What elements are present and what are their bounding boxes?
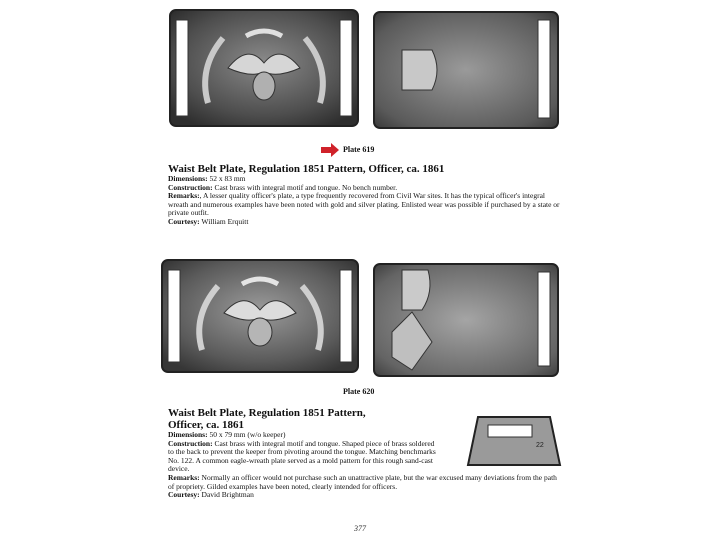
plate-620-back-photo <box>372 262 560 378</box>
plate-620-keeper-photo <box>466 413 562 473</box>
dimensions-label: Dimensions: <box>168 430 208 439</box>
plate-619-front-photo <box>168 8 360 128</box>
dimensions-value: 50 x 79 mm (w/o keeper) <box>209 430 286 439</box>
plate-620-construction <box>168 440 436 474</box>
keeper-mark: 22 <box>536 442 544 449</box>
courtesy-value: William Erquitt <box>201 216 249 226</box>
remarks-value: , A lesser quality officer's plate, a type frequently recovered from Civil War sites. It has the typical officer's integral wreath and numerous examples have been noted with gold and silver plating. Enlisted wear was possible if purchased by a state or private outfit. <box>168 191 560 218</box>
plate-619-description <box>168 163 564 227</box>
remarks-label: Remarks: <box>168 191 200 201</box>
remarks-value: Normally an officer would not purchase such an unattractive plate, but the war excused many deviations from the path of propriety. Gilded examples have been noted, clearly intended for officers. <box>168 472 557 491</box>
dimensions-label: Dimensions: <box>168 174 208 183</box>
plate-620-title-line1: Waist Belt Plate, Regulation 1851 Pattern, <box>168 407 366 419</box>
courtesy-value: David Brightman <box>201 490 254 500</box>
construction-value: Cast brass with integral motif and tongue. No bench number. <box>214 182 398 192</box>
construction-value: Cast brass with integral motif and tongue. Shaped piece of brass soldered to the back to prevent the keeper from pivoting around the tongue. Matching benchmarks No. 122. A common eagle-wreath plate served as a mold pattern for this rough sand-cast device. <box>168 438 436 474</box>
plate-619-title: Waist Belt Plate, Regulation 1851 Pattern, Officer, ca. 1861 <box>168 163 445 175</box>
construction-label: Construction: <box>168 182 213 192</box>
plate-620-courtesy <box>168 491 562 500</box>
plate-620-front-photo <box>160 258 360 374</box>
plate-620-label: Plate 620 <box>343 387 375 396</box>
dimensions-value: 52 x 83 mm <box>209 174 246 183</box>
courtesy-label: Courtesy: <box>168 490 200 500</box>
plate-619-courtesy <box>168 218 564 227</box>
plate-619-label: Plate 619 <box>343 145 375 154</box>
remarks-label: Remarks: <box>168 472 200 482</box>
plate-620-remarks <box>168 474 562 491</box>
red-arrow-icon <box>321 143 339 162</box>
plate-619-back-photo <box>372 10 560 130</box>
courtesy-label: Courtesy: <box>168 216 200 226</box>
plate-619-remarks <box>168 192 564 218</box>
page-number: 377 <box>354 524 366 533</box>
construction-label: Construction: <box>168 438 213 448</box>
plate-620-title-line2: Officer, ca. 1861 <box>168 419 244 431</box>
